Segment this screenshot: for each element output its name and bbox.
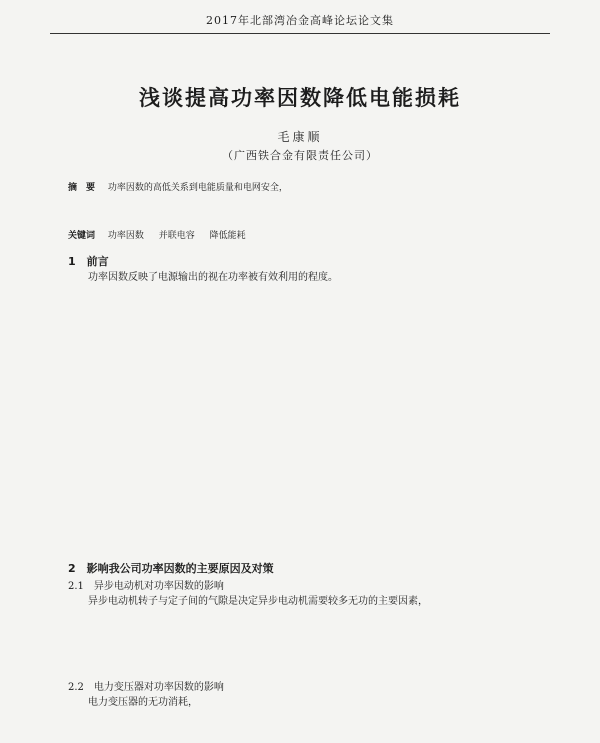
abstract-text: 功率因数的高低关系到电能质量和电网安全， (107, 183, 288, 193)
running-header: 2017年北部湾冶金高峰论坛论文集 (50, 12, 550, 34)
subsection-heading-motor: 2.1 异步电动机对功率因数的影响 (68, 581, 224, 592)
section-heading-causes: 2 影响我公司功率因数的主要原因及对策 (68, 562, 274, 575)
motor-paragraph: 异步电动机转子与定子间的气隙是决定异步电动机需要较多无功的主要因素， (88, 596, 428, 607)
abstract (68, 181, 548, 197)
keywords-label: 关键词 (68, 231, 96, 241)
keyword-item: 降低能耗 (209, 231, 246, 241)
subsection-heading-transformer: 2.2 电力变压器对功率因数的影响 (68, 682, 224, 693)
section-heading-introduction: 1 前言 (68, 255, 109, 268)
keywords (68, 228, 548, 241)
keyword-item: 并联电容 (158, 231, 195, 241)
keyword-item: 功率因数 (107, 231, 144, 241)
abstract-label: 摘 要 (68, 183, 96, 193)
article-title: 浅谈提高功率因数降低电能损耗 (139, 86, 461, 110)
author-affiliation: （广西铁合金有限责任公司） (222, 149, 378, 162)
introduction-paragraph: 功率因数反映了电源输出的视在功率被有效利用的程度。 (88, 272, 338, 283)
author-name: 毛康顺 (277, 130, 323, 144)
transformer-paragraph: 电力变压器的无功消耗， (88, 697, 198, 708)
